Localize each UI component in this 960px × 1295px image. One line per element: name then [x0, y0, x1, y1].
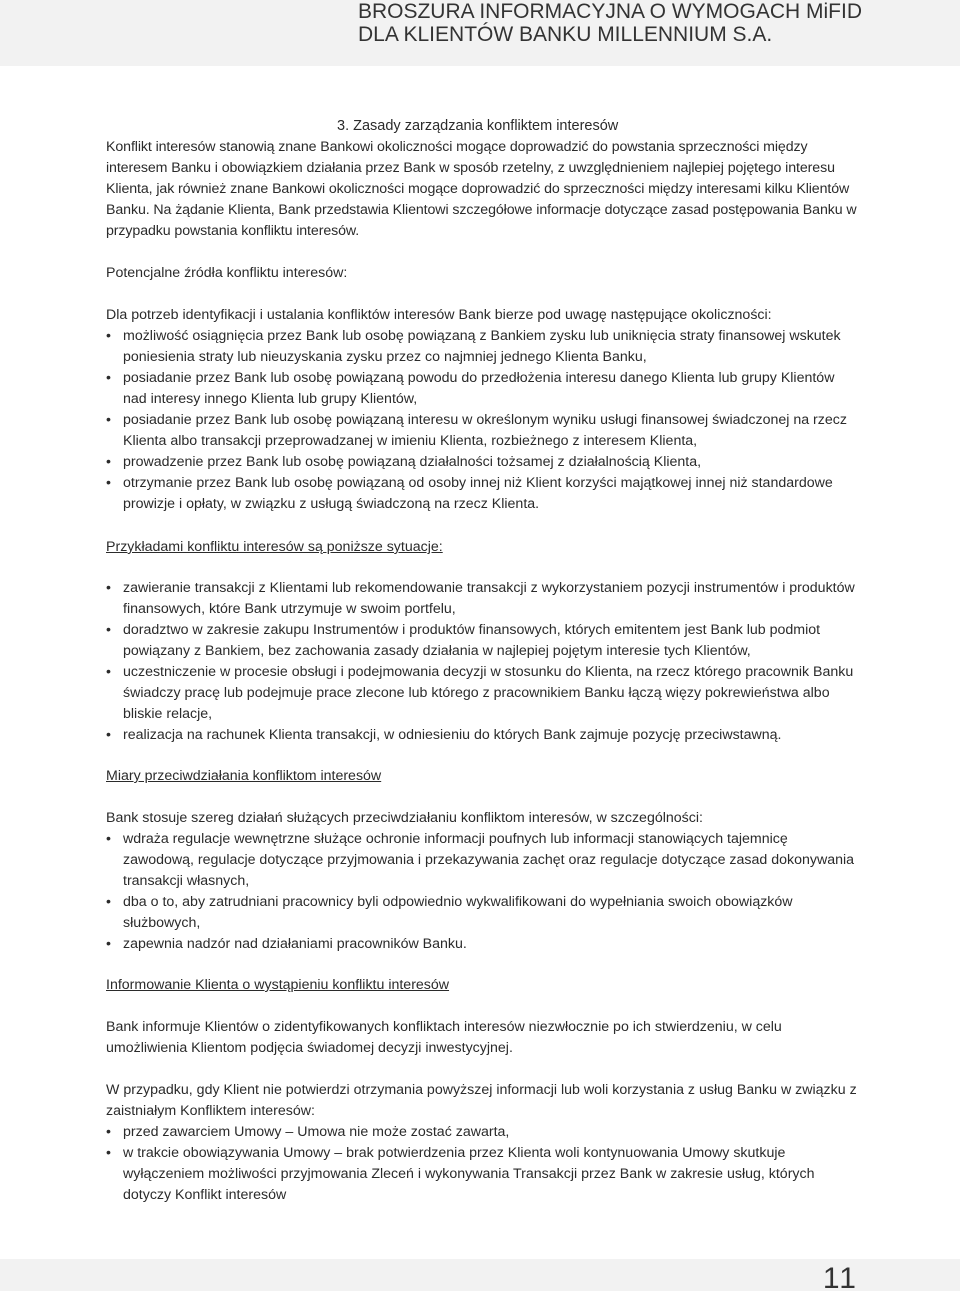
- informing-block: [106, 1017, 862, 1206]
- informing-list: [106, 1122, 862, 1206]
- list-item: • zawieranie transakcji z Klientami lub rekomendowanie transakcji z wykorzystaniem pozycji instrumentów i produktów finansowych, które Bank utrzymuje w swoim portfelu,: [106, 578, 862, 620]
- list-item: • posiadanie przez Bank lub osobę powiązaną interesu w określonym wyniku usługi finansowej świadczonej na rzecz Klienta albo transakcji przeprowadzanej w imieniu Klienta, rozbieżnego z interesem Klienta,: [106, 410, 862, 452]
- sources-lead: Dla potrzeb identyfikacji i ustalania konfliktów interesów Bank bierze pod uwagę następujące okoliczności:: [106, 307, 772, 323]
- sources-list: [106, 326, 862, 515]
- list-item: • prowadzenie przez Bank lub osobę powiązaną działalności tożsamej z działalnością Klienta,: [106, 452, 862, 473]
- examples-heading: Przykładami konfliktu interesów są poniższe sytuacje:: [106, 539, 443, 555]
- sources-heading: Potencjalne źródła konfliktu interesów:: [106, 265, 348, 281]
- informing-paragraph-2: W przypadku, gdy Klient nie potwierdzi otrzymania powyższej informacji lub woli korzystania z usług Banku w związku z zaistniałym Konfliktem interesów:: [106, 1082, 857, 1119]
- measures-lead: Bank stosuje szereg działań służących przeciwdziałaniu konfliktom interesów, w szczególności:: [106, 810, 703, 826]
- list-item: • dba o to, aby zatrudniani pracownicy byli odpowiednio wykwalifikowani do wypełniania swoich obowiązków służbowych,: [106, 892, 862, 934]
- list-item: • możliwość osiągnięcia przez Bank lub osobę powiązaną z Bankiem zysku lub uniknięcia straty finansowej wskutek poniesienia straty lub nieuzyskania zysku przez co najmniej jednego Klienta Banku,: [106, 326, 862, 368]
- measures-heading: Miary przeciwdziałania konfliktom interesów: [106, 768, 382, 784]
- document-title-line1: BROSZURA INFORMACYJNA O WYMOGACH MiFID: [357, 0, 862, 23]
- informing-paragraph-1: Bank informuje Klientów o zidentyfikowanych konfliktach interesów niezwłocznie po ich stwierdzeniu, w celu umożliwienia Klientom podjęcia świadomej decyzji inwestycyjnej.: [106, 1019, 782, 1056]
- examples-block: [106, 578, 862, 746]
- measures-block: [106, 808, 862, 955]
- document-title: [358, 0, 862, 46]
- list-item: • w trakcie obowiązywania Umowy – brak potwierdzenia przez Klienta woli kontynuowania Umowy skutkuje wyłączeniem możliwości przyjmowania Zleceń i wykonywania Transakcji przez Bank w zakresie usług, których dotyczy Konflikt interesów: [106, 1143, 862, 1206]
- informing-heading: Informowanie Klienta o wystąpieniu konfliktu interesów: [106, 977, 450, 993]
- sources-block: [106, 305, 862, 515]
- list-item: • realizacja na rachunek Klienta transakcji, w odniesieniu do których Bank zajmuje pozycję przeciwstawną.: [106, 725, 862, 746]
- section-intro: [106, 137, 862, 242]
- list-item: • przed zawarciem Umowy – Umowa nie może zostać zawarta,: [106, 1122, 862, 1143]
- list-item: • otrzymanie przez Bank lub osobę powiązaną od osoby innej niż Klient korzyści majątkowej innej niż standardowe prowizje i opłaty, w związku z usługą świadczoną na rzecz Klienta.: [106, 473, 862, 515]
- measures-list: [106, 829, 862, 955]
- page-number: 11: [822, 1262, 858, 1295]
- list-item: • uczestniczenie w procesie obsługi i podejmowania decyzji w stosunku do Klienta, na rzecz którego pracownik Banku świadczy pracę lub podejmuje prace zlecone lub którego z pracownikiem Banku łączą więzy pokrewieństwa albo bliskie relacje,: [106, 662, 862, 725]
- list-item: • wdraża regulacje wewnętrzne służące ochronie informacji poufnych lub informacji stanowiących tajemnicę zawodową, regulacje dotyczące przyjmowania i przekazywania zachęt oraz regulacje dotyczące zasad dokonywania transakcji własnych,: [106, 829, 862, 892]
- list-item: • posiadanie przez Bank lub osobę powiązaną powodu do przedłożenia interesu danego Klienta lub grupy Klientów nad interesy innego Klienta lub grupy Klientów,: [106, 368, 862, 410]
- examples-list: [106, 578, 862, 746]
- footer-band: [0, 1259, 960, 1291]
- section-title: 3. Zasady zarządzania konfliktem interesów: [337, 118, 619, 134]
- list-item: • zapewnia nadzór nad działaniami pracowników Banku.: [106, 934, 862, 955]
- document-title-line2: DLA KLIENTÓW BANKU MILLENNIUM S.A.: [357, 23, 773, 46]
- intro-paragraph: Konflikt interesów stanowią znane Bankowi okoliczności mogące doprowadzić do powstania sprzeczności między interesem Banku i obowiązkiem działania przez Bank w sposób rzetelny, z uwzględnieniem najlepiej pojętego interesu Klienta, jak również znane Bankowi okoliczności mogące doprowadzić do sprzeczności między interesami kilku Klientów Banku. Na żądanie Klienta, Bank przedstawia Klientowi szczegółowe informacje dotyczące zasad postępowania Banku w przypadku powstania konfliktu interesów.: [106, 139, 857, 239]
- list-item: • doradztwo w zakresie zakupu Instrumentów i produktów finansowych, których emitentem jest Bank lub podmiot powiązany z Bankiem, bez zachowania zasady działania w najlepiej pojętym interesie tych Klientów,: [106, 620, 862, 662]
